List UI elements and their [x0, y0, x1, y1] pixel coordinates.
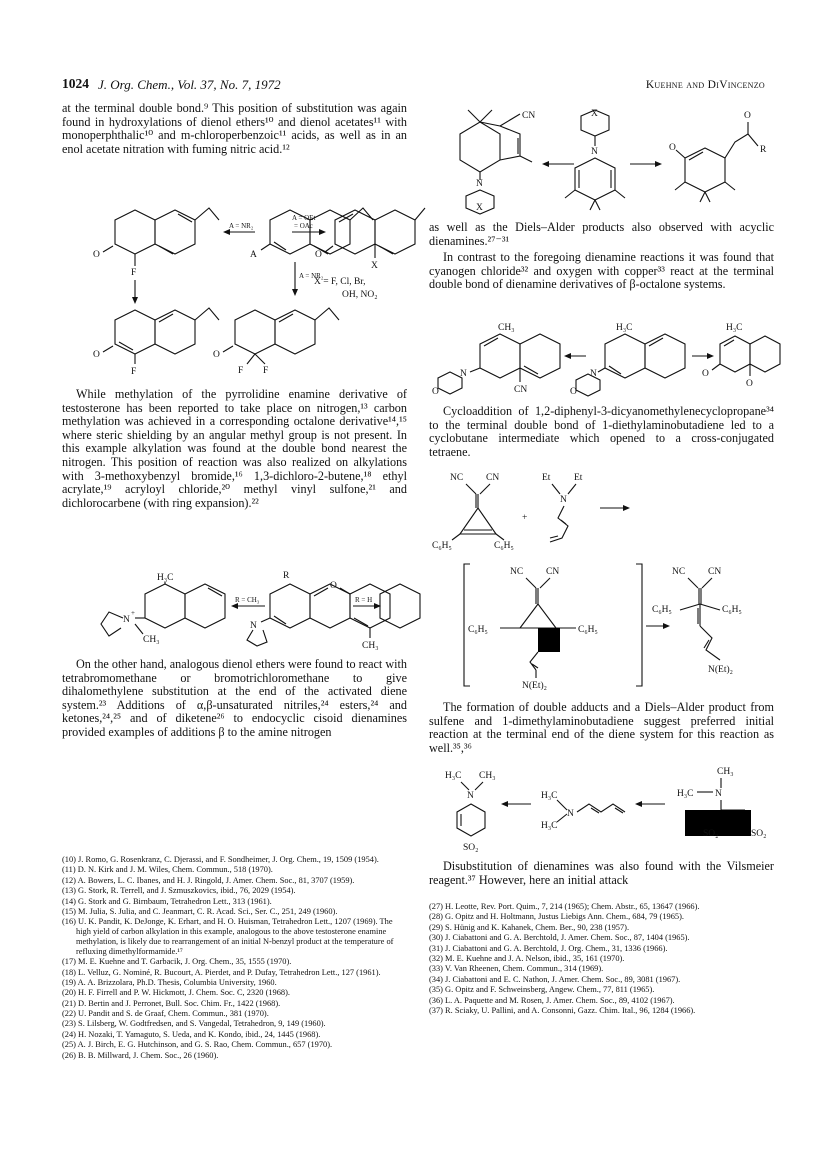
svg-text:O: O: [702, 369, 709, 379]
svg-text:SO₂: SO₂: [751, 829, 767, 839]
svg-text:CH₃: CH₃: [717, 767, 734, 777]
references-left: [62, 855, 407, 1061]
scheme-dienol-substitution-right: [280, 200, 420, 310]
reference-item: (31) J. Ciabattoni and G. A. Berchtold, J. Org. Chem., 31, 1336 (1966).: [429, 943, 668, 953]
svg-text:O: O: [213, 350, 220, 360]
svg-text:CN: CN: [514, 385, 528, 395]
reference-item: (24) H. Nozaki, T. Yamaguto, S. Ueda, and K. Kondo, ibid., 24, 1445 (1968).: [62, 1029, 321, 1039]
right-paragraph-1: as well as the Diels–Alder products also observed with acyclic dienamines.²⁷⁻³¹: [429, 220, 774, 248]
svg-text:= OAc: = OAc: [294, 222, 313, 230]
journal-citation: J. Org. Chem., Vol. 37, No. 7, 1972: [98, 77, 281, 92]
svg-text:+: +: [522, 513, 528, 523]
reference-item: (25) A. J. Birch, E. G. Hutchinson, and G. S. Rao, Chem. Commun., 657 (1970).: [62, 1040, 333, 1050]
svg-text:Et: Et: [542, 473, 551, 483]
svg-text:N: N: [560, 495, 567, 505]
reference-item: (21) D. Bertin and J. Perronet, Bull. Soc. Chim. Fr., 1422 (1968).: [62, 998, 281, 1008]
references-right: [429, 902, 774, 1016]
svg-text:NC: NC: [672, 567, 686, 577]
reference-item: (37) R. Sciaky, U. Pallini, and A. Consonni, Gazz. Chim. Ital., 96, 1284 (1966).: [429, 1005, 696, 1015]
svg-text:R = CH₃: R = CH₃: [235, 596, 260, 604]
svg-text:O: O: [669, 143, 676, 153]
svg-text:CN: CN: [546, 567, 560, 577]
right-paragraph-2: In contrast to the foregoing dienamine reactions it was found that cyanogen chloride³² and oxygen with copper³³ react at the terminal double bond of dienamine derivatives of β-octalone systems.: [429, 250, 774, 292]
svg-text:A: A: [250, 250, 257, 260]
svg-text:F: F: [131, 268, 137, 278]
svg-text:OH, NO₂: OH, NO₂: [342, 290, 378, 300]
svg-text:R: R: [283, 571, 290, 581]
svg-text:H₃C: H₃C: [541, 791, 558, 801]
svg-text:O: O: [315, 250, 322, 260]
svg-text:H₃C: H₃C: [616, 323, 633, 333]
reference-item: (32) M. E. Kuehne and J. A. Nelson, ibid., 35, 161 (1970).: [429, 953, 625, 963]
svg-text:X: X: [591, 109, 598, 119]
svg-text:N: N: [715, 789, 722, 799]
reference-item: (18) L. Velluz, G. Nominé, R. Bucourt, A. Pierdet, and P. Dufay, Tetrahedron Lett., 127 (1961).: [62, 967, 381, 977]
svg-text:H₃C: H₃C: [445, 771, 462, 781]
svg-text:N: N: [460, 369, 467, 379]
svg-text:F: F: [238, 366, 244, 376]
svg-text:N: N: [250, 621, 257, 631]
reference-item: (13) G. Stork, R. Terrell, and J. Szmuszkovics, ibid., 76, 2029 (1954).: [62, 886, 296, 896]
scheme-diels-alder-dienamine: [440, 104, 770, 216]
reference-item: (23) S. Lilsberg, W. Godtfredsen, and S. Vangedal, Tetrahedron, 9, 149 (1960).: [62, 1019, 326, 1029]
svg-text:O: O: [93, 350, 100, 360]
reference-item: (12) A. Bowers, L. C. Ibanes, and H. J. Ringold, J. Amer. Chem. Soc., 81, 3707 (1959).: [62, 875, 355, 885]
svg-text:R = H: R = H: [355, 596, 373, 604]
scheme-cycloaddition-reactants: [430, 468, 775, 558]
svg-text:H₃C: H₃C: [157, 573, 174, 583]
svg-text:A = NR₂: A = NR₂: [299, 272, 324, 280]
reference-item: (27) H. Leotte, Rev. Port. Quim., 7, 214 (1965); Chem. Abstr., 65, 13647 (1966).: [429, 902, 700, 911]
svg-text:O: O: [93, 250, 100, 260]
scheme-octalone-product: [330, 566, 420, 652]
svg-text:R: R: [760, 145, 767, 155]
svg-text:A = NR₂: A = NR₂: [229, 222, 254, 230]
svg-text:Et: Et: [574, 473, 583, 483]
svg-text:CH₃: CH₃: [498, 323, 515, 333]
svg-text:X: X: [371, 261, 378, 271]
svg-text:NC: NC: [510, 567, 524, 577]
svg-text:H₃C: H₃C: [541, 821, 558, 831]
svg-text:C₆H₅: C₆H₅: [468, 625, 488, 635]
reference-item: (26) B. B. Millward, J. Chem. Soc., 26 (1960).: [62, 1050, 219, 1060]
left-paragraph-3: On the other hand, analogous dienol ethers were found to react with tetrabromomethane or bromotrichloromethane to give dihalomethylene substitution at the end of the activated diene system.²³ Additions of α,β-unsaturated nitriles,²⁴ esters,²⁴ and ketones,²⁴,²⁵ and of diketene²⁶ to endocyclic cisoid dienamines provided examples of additions β to the amine nitrogen: [62, 657, 407, 739]
svg-text:H₃C: H₃C: [677, 789, 694, 799]
svg-text:O: O: [330, 581, 337, 591]
svg-text:SO₂: SO₂: [703, 829, 719, 839]
right-paragraph-5: Disubstitution of dienamines was also found with the Vilsmeier reagent.³⁷ However, here an initial attack: [429, 859, 774, 887]
reference-item: (10) J. Romo, G. Rosenkranz, C. Djerassi, and F. Sondheimer, J. Org. Chem., 19, 1509 (1954).: [62, 855, 379, 864]
left-paragraph-1: at the terminal double bond.⁹ This position of substitution was again found in hydroxylations of dienol ethers¹⁰ and dienol acetates¹¹ with monoperphthalic¹⁰ and m-chloroperbenzoic¹¹ acids, as well as in an enol acetate nitration with fuming nitric acid.¹²: [62, 101, 407, 156]
reference-item: (11) D. N. Kirk and J. M. Wiles, Chem. Commun., 518 (1970).: [62, 865, 273, 875]
reference-item: (20) H. F. Firrell and P. W. Hickmott, J. Chem. Soc. C, 2320 (1968).: [62, 988, 291, 998]
svg-text:O: O: [746, 379, 753, 389]
scheme-cyclobutane-tetraene: [430, 560, 775, 690]
svg-text:N: N: [467, 791, 474, 801]
reference-item: (30) J. Ciabattoni and G. A. Berchtold, J. Amer. Chem. Soc., 87, 1404 (1965).: [429, 933, 690, 943]
svg-text:SO₂: SO₂: [463, 843, 479, 853]
svg-text:C₆H₅: C₆H₅: [652, 605, 672, 615]
svg-text:N(Et)₂: N(Et)₂: [708, 665, 733, 675]
svg-text:NC: NC: [450, 473, 464, 483]
svg-text:N: N: [476, 179, 483, 189]
svg-text:N: N: [591, 147, 598, 157]
svg-text:X = F, Cl, Br,: X = F, Cl, Br,: [314, 277, 366, 287]
reference-item: (28) G. Opitz and H. Holtmann, Justus Liebigs Ann. Chem., 684, 79 (1965).: [429, 912, 684, 922]
page-number: 1024: [62, 76, 89, 91]
svg-text:C₆H₅: C₆H₅: [494, 541, 514, 551]
svg-text:O: O: [432, 387, 439, 397]
reference-item: (35) G. Opitz and F. Schweinsberg, Angew. Chem., 77, 811 (1965).: [429, 985, 655, 995]
svg-text:+: +: [131, 609, 135, 617]
left-paragraph-2: While methylation of the pyrrolidine enamine derivative of testosterone has been reported to take place on nitrogen,¹³ carbon methylation was achieved in a corresponding octalone derivative¹⁴,¹⁵ where steric shielding by an angular methyl group is not present. In this example alkylation was found at the double bond nearest the nitrogen. This position of reaction was also realized on alkylations with 3-methoxybenzyl bromide,¹⁶ 1,3-dichloro-2-butene,¹⁸ ethyl acrylate,¹⁹ acryloyl chloride,²⁰ methyl vinyl sulfone,²¹ and dichlorocarbene (with ring expansion).²²: [62, 387, 407, 510]
reference-item: (14) G. Stork and G. Birnbaum, Tetrahedron Lett., 313 (1961).: [62, 896, 272, 906]
reference-item: (15) M. Julia, S. Julia, and C. Jeanmart, C. R. Acad. Sci., Ser. C., 251, 249 (1960).: [62, 906, 338, 916]
svg-text:N(Et)₂: N(Et)₂: [522, 681, 547, 691]
reference-item: (19) A. A. Brizzolara, Ph.D. Thesis, Columbia University, 1960.: [62, 977, 277, 987]
svg-text:C₆H₅: C₆H₅: [722, 605, 742, 615]
svg-text:O: O: [570, 387, 577, 397]
svg-text:CN: CN: [486, 473, 500, 483]
scheme-sulfene-adducts: [445, 766, 775, 856]
svg-text:N: N: [567, 809, 574, 819]
svg-text:CN: CN: [522, 111, 536, 121]
svg-text:X: X: [476, 203, 483, 213]
svg-text:CH₃: CH₃: [362, 641, 379, 651]
svg-text:C₆H₅: C₆H₅: [578, 625, 598, 635]
svg-text:A = OEt: A = OEt: [292, 214, 316, 222]
svg-text:N: N: [590, 369, 597, 379]
svg-text:CH₃: CH₃: [143, 635, 160, 645]
svg-text:F: F: [131, 367, 137, 377]
svg-text:O: O: [744, 111, 751, 121]
svg-text:C₆H₅: C₆H₅: [432, 541, 452, 551]
svg-text:H₃C: H₃C: [726, 323, 743, 333]
svg-text:CH₃: CH₃: [479, 771, 496, 781]
reference-item: (16) U. K. Pandit, K. DeJonge, K. Erhart, and H. O. Huisman, Tetrahedron Lett., 1207 (1969). The high yield of carbon alkylation in this example, analogous to the above testosterone enamine methylation, is likely due to rearrangement of an initial N-benzyl product at the temperature of refluxing dimethylformamide.¹⁷: [62, 917, 394, 956]
reference-item: (29) S. Hünig and K. Kahanek, Chem. Ber., 90, 238 (1957).: [429, 922, 630, 932]
svg-text:CN: CN: [708, 567, 722, 577]
reference-item: (36) L. A. Paquette and M. Rosen, J. Amer. Chem. Soc., 89, 4102 (1967).: [429, 995, 675, 1005]
reference-item: (34) J. Ciabattoni and E. C. Nathon, J. Amer. Chem. Soc., 89, 3081 (1967).: [429, 974, 681, 984]
svg-text:F: F: [263, 366, 269, 376]
scheme-octalone-enamines: [430, 320, 775, 400]
right-paragraph-4: The formation of double adducts and a Diels–Alder product from sulfene and 1-dimethylaminobutadiene suggest preferred initial reaction at the terminal end of the diene system for this reaction as well.³⁵,³⁶: [429, 700, 774, 755]
running-authors: Kuehne and DiVincenzo: [645, 79, 765, 91]
reference-item: (17) M. E. Kuehne and T. Garbacik, J. Org. Chem., 35, 1555 (1970).: [62, 957, 292, 967]
svg-text:N: N: [123, 615, 130, 625]
right-paragraph-3: Cycloaddition of 1,2-diphenyl-3-dicyanomethylenecyclopropane³⁴ to the terminal double bond of 1-diethylaminobutadiene led to a cyclobutane intermediate which opened to a cross-conjugated tetraene.: [429, 404, 774, 459]
reference-item: (33) V. Van Rheenen, Chem. Commun., 314 (1969).: [429, 964, 604, 974]
reference-item: (22) U. Pandit and S. de Graaf, Chem. Commun., 381 (1970).: [62, 1009, 269, 1019]
